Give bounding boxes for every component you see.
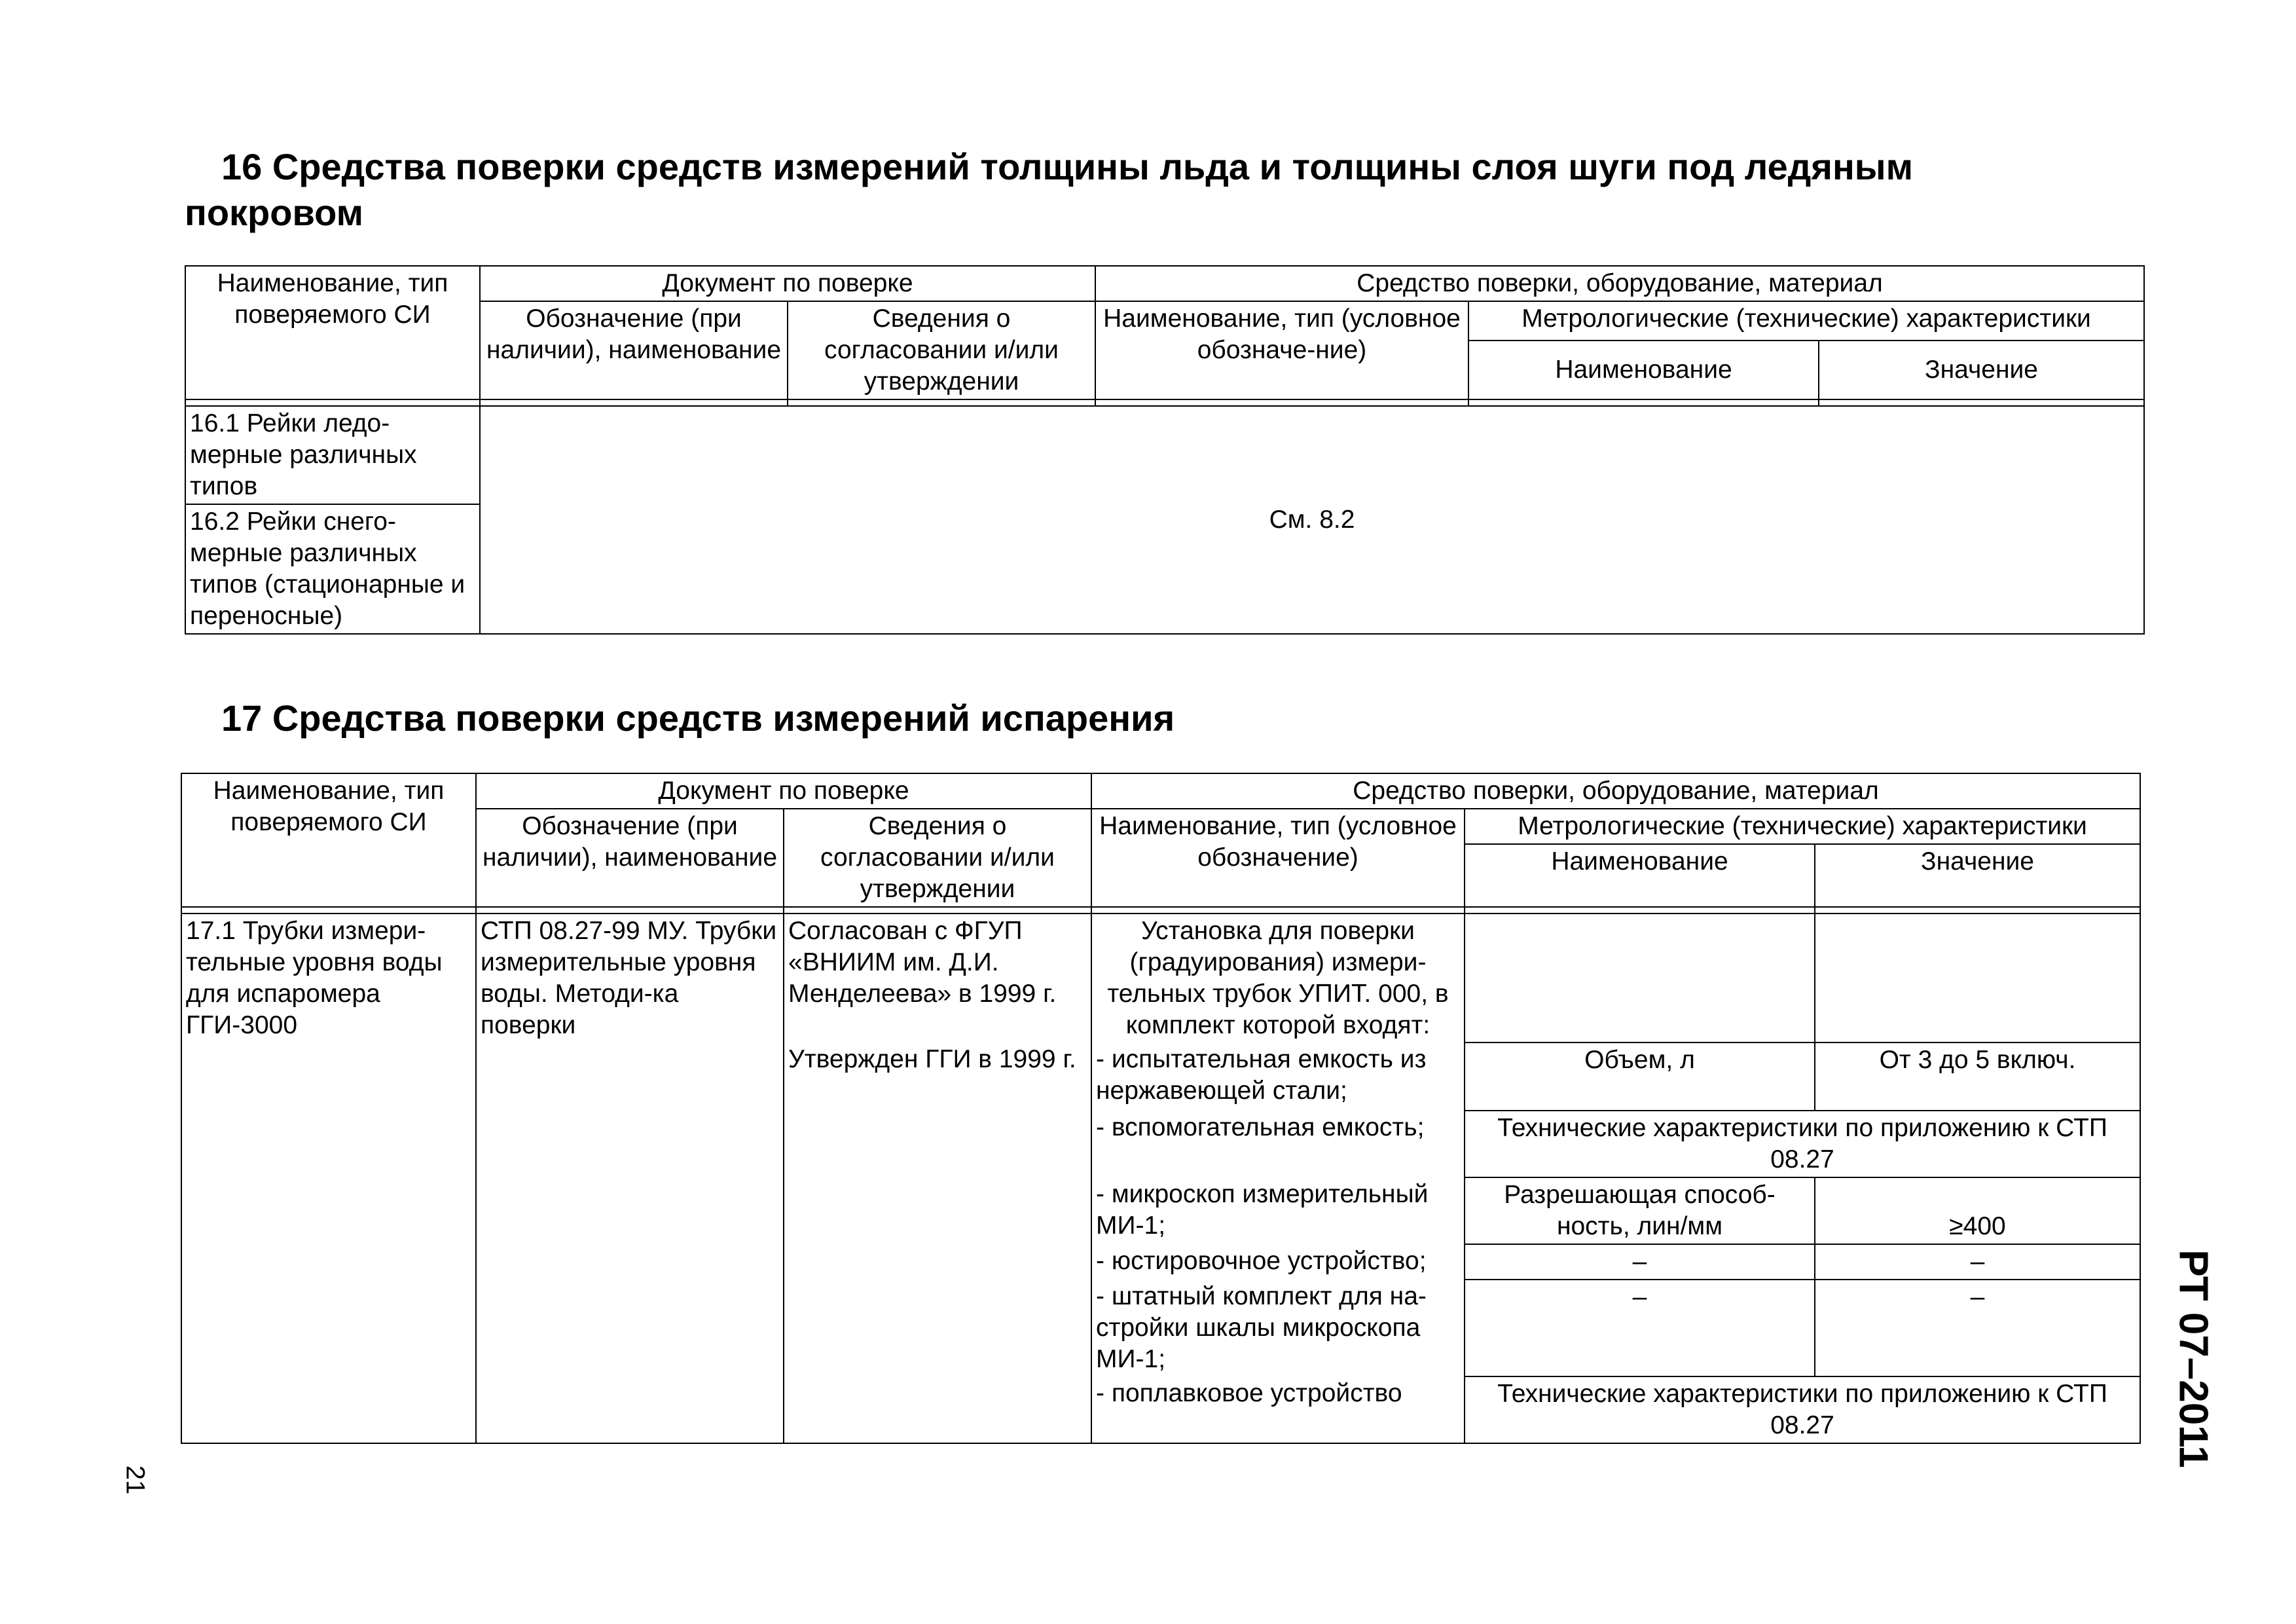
header-metro-value: Значение — [1819, 341, 2144, 399]
means-setup-value — [1815, 913, 2140, 1043]
section-17-title: 17 Средства поверки средств измерений испарения — [221, 697, 1175, 739]
header-means-group: Средство поверки, оборудование, материал — [1091, 773, 2140, 809]
header-col-name: Наименование, тип поверяемого СИ — [185, 266, 480, 399]
means-test-vessel: - испытательная емкость из нержавеющей стали; — [1091, 1043, 1465, 1111]
means-microscope-char: Разрешающая способ-ность, лин/мм — [1465, 1177, 1815, 1244]
means-calibration-kit-value: – — [1815, 1280, 2140, 1376]
section-16-table — [185, 265, 2145, 635]
section-16-title-line1: 16 Средства поверки средств измерений толщины льда и толщины слоя шуги под ледяным — [221, 146, 1914, 187]
header-doc-group: Документ по поверке — [480, 266, 1095, 301]
table-row-16-1: 16.1 Рейки ледо-мерные различных типов — [185, 406, 480, 504]
header-doc-approval: Сведения о согласовании и/или утверждении — [788, 301, 1095, 399]
means-alignment-device-value: – — [1815, 1244, 2140, 1280]
means-test-vessel-value: От 3 до 5 включ. — [1815, 1043, 2140, 1111]
section-17-table — [181, 773, 2141, 1444]
header-doc-approval: Сведения о согласовании и/или утверждении — [784, 809, 1091, 907]
means-alignment-device-char: – — [1465, 1244, 1815, 1280]
header-doc-designation: Обозначение (при наличии), наименование — [480, 301, 788, 399]
means-aux-vessel: - вспомогательная емкость; — [1091, 1111, 1465, 1177]
table-row-16-2: 16.2 Рейки снего-мерные различных типов (стационарные и переносные) — [185, 504, 480, 634]
means-float-device-char: Технические характеристики по приложению к СТП 08.27 — [1465, 1376, 2140, 1443]
page-number — [122, 1450, 148, 1509]
header-metro-name: Наименование — [1465, 844, 1815, 907]
item-17-1-name: 17.1 Трубки измери-тельные уровня воды для испаромера ГГИ-3000 — [181, 913, 476, 1443]
header-metro-group: Метрологические (технические) характеристики — [1465, 809, 2140, 844]
see-reference: См. 8.2 — [480, 406, 2144, 634]
header-means-name: Наименование, тип (условное обозначе-ние) — [1095, 301, 1468, 399]
means-aux-vessel-char: Технические характеристики по приложению к СТП 08.27 — [1465, 1111, 2140, 1177]
header-doc-designation: Обозначение (при наличии), наименование — [476, 809, 784, 907]
header-col-name: Наименование, тип поверяемого СИ — [181, 773, 476, 907]
header-means-group: Средство поверки, оборудование, материал — [1095, 266, 2144, 301]
section-16-title-line2: покровом — [185, 192, 364, 233]
means-float-device: - поплавковое устройство — [1091, 1376, 1465, 1443]
section-16-title — [185, 144, 2149, 236]
means-microscope-value: ≥400 — [1815, 1177, 2140, 1244]
means-test-vessel-char: Объем, л — [1465, 1043, 1815, 1111]
means-setup: Установка для поверки (градуирования) измери-тельных трубок УПИТ. 000, в комплект которой входят: — [1091, 913, 1465, 1043]
means-calibration-kit: - штатный комплект для на-стройки шкалы микроскопа МИ-1; — [1091, 1280, 1465, 1376]
means-alignment-device: - юстировочное устройство; — [1091, 1244, 1465, 1280]
header-metro-name: Наименование — [1468, 341, 1819, 399]
item-17-1-doc: СТП 08.27-99 МУ. Трубки измерительные уровня воды. Методи-ка поверки — [476, 913, 784, 1443]
means-setup-char — [1465, 913, 1815, 1043]
item-17-1-approval-2: Утвержден ГГИ в 1999 г. — [784, 1043, 1091, 1443]
header-means-name: Наименование, тип (условное обозначение) — [1091, 809, 1465, 907]
header-metro-group: Метрологические (технические) характеристики — [1468, 301, 2144, 341]
header-metro-value: Значение — [1815, 844, 2140, 907]
means-microscope: - микроскоп измерительный МИ-1; — [1091, 1177, 1465, 1244]
document-code-text: РТ 07–2011 — [2170, 1249, 2216, 1468]
item-17-1-approval-1: Согласован с ФГУП «ВНИИМ им. Д.И. Менделеева» в 1999 г. — [784, 913, 1091, 1043]
document-code — [2170, 1249, 2216, 1468]
header-doc-group: Документ по поверке — [476, 773, 1091, 809]
page-number-text: 21 — [120, 1465, 150, 1495]
means-calibration-kit-char: – — [1465, 1280, 1815, 1376]
